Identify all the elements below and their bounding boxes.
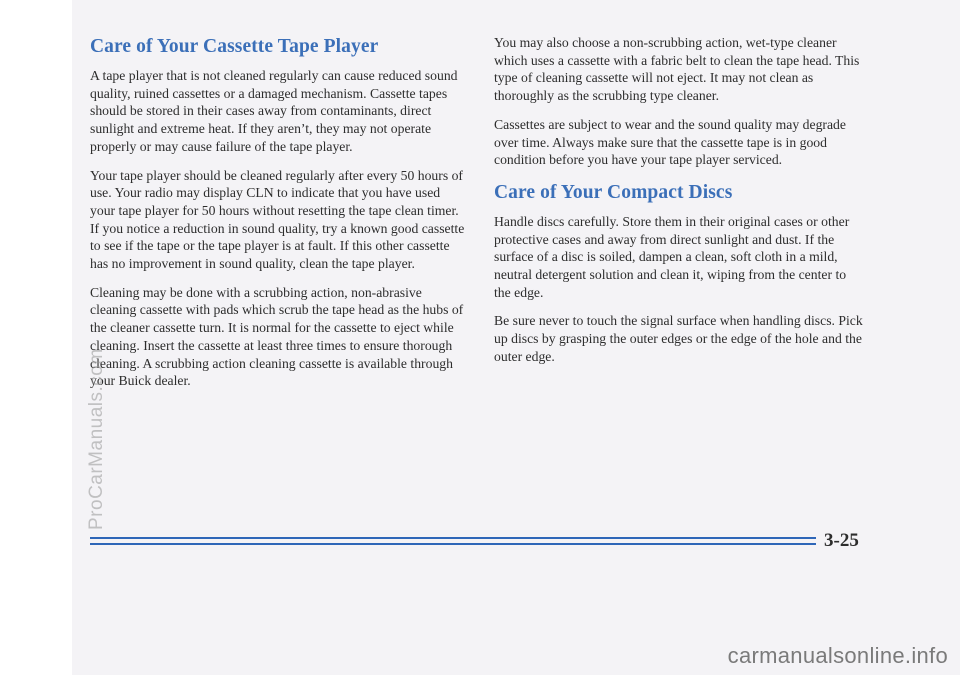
footer-rule-top <box>90 537 816 539</box>
disc-paragraph-1: Handle discs carefully. Store them in their original cases or other protective cases and away from direct sunlight and dust. If the surface of a disc is soiled, dampen a clean, soft cloth in a mild, neutral detergent solution and clean it, wiping from the center to the edge. <box>494 213 850 300</box>
cassette-paragraph-1: A tape player that is not cleaned regularly can cause reduced sound quality, ruined cassettes or a damaged mechanism. Cassette tapes should be stored in their cases away from contaminants, direct sunlight and extreme heat. If they aren’t, they may not operate properly or may cause failure of the tape player. <box>90 68 458 154</box>
disc-paragraph-2: Be sure never to touch the signal surface when handling discs. Pick up discs by grasping the outer edges or the edge of the hole and the outer edge. <box>494 313 863 364</box>
footer-rule-bottom <box>90 543 816 545</box>
cassette-care-heading: Care of Your Cassette Tape Player <box>90 36 379 57</box>
compact-disc-care-heading: Care of Your Compact Discs <box>494 181 733 203</box>
cassette-paragraph-2: Your tape player should be cleaned regularly after every 50 hours of use. Your radio may display CLN to indicate that you have used your tape player for 50 hours without resetting the tape clean timer. If you notice a reduction in sound quality, try a known good cassette to see if the tape or the tape player is at fault. If this other cassette has no improvement in sound quality, clean the tape player. <box>90 167 465 272</box>
footer-rule <box>90 537 816 547</box>
cassette-paragraph-3: Cleaning may be done with a scrubbing action, non-abrasive cleaning cassette with pads which scrub the tape head as the hubs of the cleaner cassette turn. It is normal for the cassette to eject while cleaning. Insert the cassette at least three times to ensure thorough cleaning. A scrubbing action cleaning cassette is available through your Buick dealer. <box>90 284 464 389</box>
side-watermark: ProCarManuals.com <box>86 348 107 530</box>
wet-cleaner-paragraph: You may also choose a non-scrubbing action, wet-type cleaner which uses a cassette with a fabric belt to clean the tape head. This type of cleaning cassette will not eject. It may not clean as thoroughly as the scrubbing type cleaner. <box>494 35 860 104</box>
bottom-watermark[interactable]: carmanualsonline.info <box>727 643 948 668</box>
right-column <box>494 34 866 377</box>
left-column <box>90 34 468 401</box>
cassette-wear-paragraph: Cassettes are subject to wear and the sound quality may degrade over time. Always make sure that the cassette tape is in good condition before you have your tape player serviced. <box>494 116 846 168</box>
page-number: 3-25 <box>824 530 859 551</box>
